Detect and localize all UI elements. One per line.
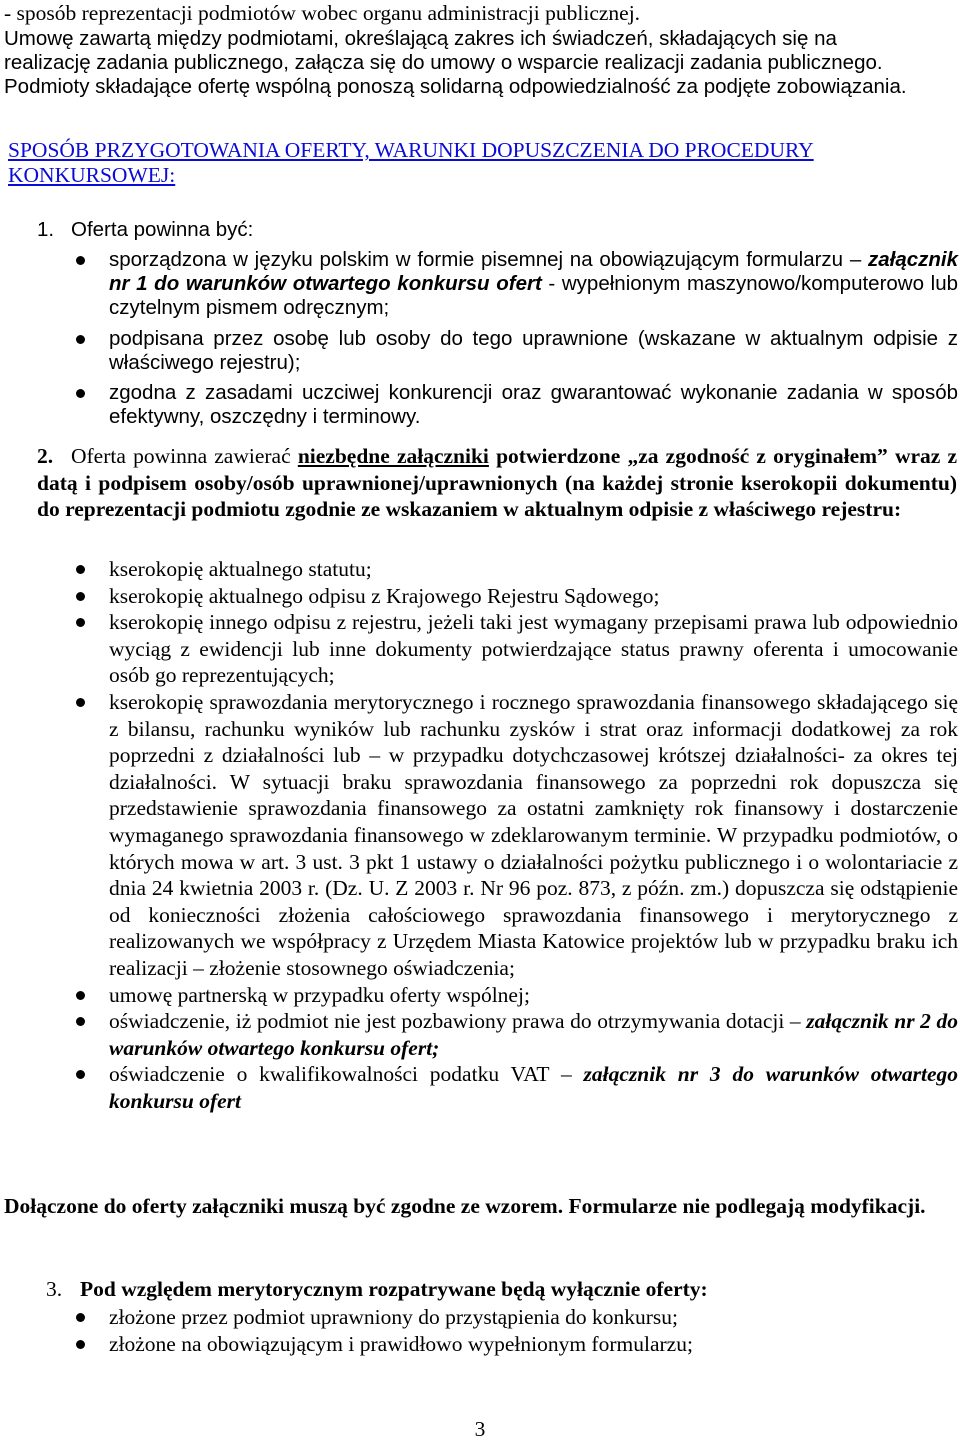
list-item	[38, 609, 958, 689]
list-item-text: sporządzona w języku polskim w formie pisemnej na obowiązującym formularzu –	[109, 248, 868, 271]
section1-lead	[37, 218, 957, 242]
intro-line: realizację zadania publicznego, załącza się do umowy o wsparcie realizacji zadania publicznego.	[4, 50, 883, 74]
section-lead-underlined: niezbędne załączniki	[297, 444, 489, 468]
list-item-text: - wypełnionym maszynowo/komputerowo lub czytelnym pismem odręcznym;	[109, 272, 958, 319]
list-item-text: zgodna z zasadami uczciwej konkurencji oraz gwarantować wykonanie zadania w sposób efektywny, oszczędny i terminowy.	[109, 381, 958, 428]
section-number: 3.	[46, 1277, 63, 1301]
section-number: 1.	[37, 218, 55, 241]
bullet-icon	[76, 389, 85, 398]
list-item	[38, 583, 958, 610]
section-lead-bold: Pod względem merytorycznym rozpatrywane będą wyłącznie oferty:	[80, 1277, 708, 1301]
section3-list	[38, 1304, 958, 1357]
list-item	[38, 381, 958, 429]
section2-list	[38, 556, 958, 1114]
bullet-icon	[76, 618, 85, 627]
list-item	[38, 248, 958, 320]
bullet-icon	[76, 1017, 85, 1026]
list-item-emphasis: załącznik nr 1 do warunków otwartego konkursu ofert	[109, 248, 958, 295]
list-item-text: złożone przez podmiot uprawniony do przystąpienia do konkursu;	[109, 1305, 679, 1329]
bullet-icon	[76, 991, 85, 1000]
section3-lead	[46, 1276, 956, 1303]
list-item-text: kserokopię sprawozdania merytorycznego i rocznego sprawozdania finansowego składającego się z bilansu, rachunku wyników lub rachunku zysków i strat oraz informacji dodatkowej za rok poprzedni z działalności lub – w przypadku dotychczasowej krótszej działalności- za okres tej działalności. W sytuacji braku sprawozdania finansowego za poprzedni rok dopuszcza się przedstawienie sprawozdania finansowego za ostatni zamknięty rok finansowy i dostarczenie wymaganego sprawozdania finansowego w zdeklarowanym terminie. W przypadku podmiotów, o których mowa w art. 3 ust. 3 pkt 1 ustawy o działalności pożytku publicznego i o wolontariacie z dnia 24 kwietnia 2003 r. (Dz. U. Z 2003 r. Nr 96 poz. 873, z późn. zm.) dopuszcza się odstąpienie od konieczności złożenia całościowego sprawozdania finansowego i merytorycznego z realizowanych we współpracy z Urzędem Miasta Katowice projektów lub w przypadku braku ich realizacji – złożenie stosownego oświadczenia;	[109, 689, 958, 980]
bullet-icon	[76, 1340, 85, 1349]
bullet-icon	[76, 335, 85, 344]
bullet-icon	[76, 1313, 85, 1322]
bullet-icon	[76, 1070, 85, 1079]
list-item	[38, 689, 958, 982]
list-item-emphasis: załącznik nr 3 do warunków otwartego konkursu ofert	[109, 1062, 959, 1113]
list-item	[38, 1331, 958, 1358]
bullet-icon	[76, 565, 85, 574]
intro-line: Umowę zawartą między podmiotami, określającą zakres ich świadczeń, składających się na	[4, 26, 837, 50]
list-item-text: złożone na obowiązującym i prawidłowo wypełnionym formularzu;	[109, 1331, 693, 1356]
section-heading	[8, 138, 958, 188]
list-item-text: kserokopię aktualnego odpisu z Krajowego Rejestru Sądowego;	[109, 583, 660, 608]
list-item-text: oświadczenie, iż podmiot nie jest pozbawiony prawa do otrzymywania dotacji –	[109, 1009, 807, 1034]
list-item-emphasis: załącznik nr 2 do warunków otwartego konkursu ofert;	[109, 1009, 958, 1060]
intro-block	[4, 0, 956, 99]
bullet-icon	[76, 256, 85, 265]
list-item-text: umowę partnerską w przypadku oferty wspólnej;	[109, 982, 530, 1007]
list-item-text: oświadczenie o kwalifikowalności podatku VAT –	[109, 1062, 584, 1087]
section2-lead	[37, 443, 957, 523]
list-item	[38, 1304, 958, 1331]
bullet-icon	[76, 698, 85, 707]
intro-line: Podmioty składające ofertę wspólną ponoszą solidarną odpowiedzialność za podjęte zobowiązania.	[4, 74, 907, 98]
list-item-text: kserokopię aktualnego statutu;	[109, 557, 372, 581]
section-lead-bold: potwierdzone „za zgodność z oryginałem” wraz z datą i podpisem osoby/osób uprawnionej/uprawnionych (na każdej stronie kserokopii dokumentu) do reprezentacji podmiotu zgodnie ze wskazaniem w aktualnym odpisie z właściwego rejestru:	[37, 444, 958, 522]
section1-list	[38, 248, 958, 429]
section-heading-line: SPOSÓB PRZYGOTOWANIA OFERTY, WARUNKI DOPUSZCZENIA DO PROCEDURY	[8, 138, 814, 162]
list-item	[38, 1008, 958, 1061]
closing-note: Dołączone do oferty załączniki muszą być zgodne ze wzorem. Formularze nie podlegają modyfikacji.	[4, 1194, 926, 1218]
section-number: 2.	[37, 444, 54, 468]
list-item	[38, 556, 958, 583]
section-lead-text: Oferta powinna zawierać	[71, 444, 298, 468]
bullet-icon	[76, 592, 85, 601]
section-lead-text: Oferta powinna być:	[71, 218, 254, 241]
page-number: 3	[474, 1417, 486, 1441]
list-item	[38, 982, 958, 1009]
list-item	[38, 1061, 958, 1114]
list-item	[38, 327, 958, 375]
list-item-text: kserokopię innego odpisu z rejestru, jeżeli taki jest wymagany przepisami prawa lub odpowiednio wyciąg z ewidencji lub inne dokumenty potwierdzające status prawny oferenta i umocowanie osób go reprezentujących;	[109, 610, 958, 688]
intro-line: - sposób reprezentacji podmiotów wobec organu administracji publicznej.	[4, 1, 641, 25]
list-item-text: podpisana przez osobę lub osoby do tego uprawnione (wskazane w aktualnym odpisie z właściwego rejestru);	[109, 327, 958, 374]
section-heading-line: KONKURSOWEJ:	[8, 163, 176, 187]
